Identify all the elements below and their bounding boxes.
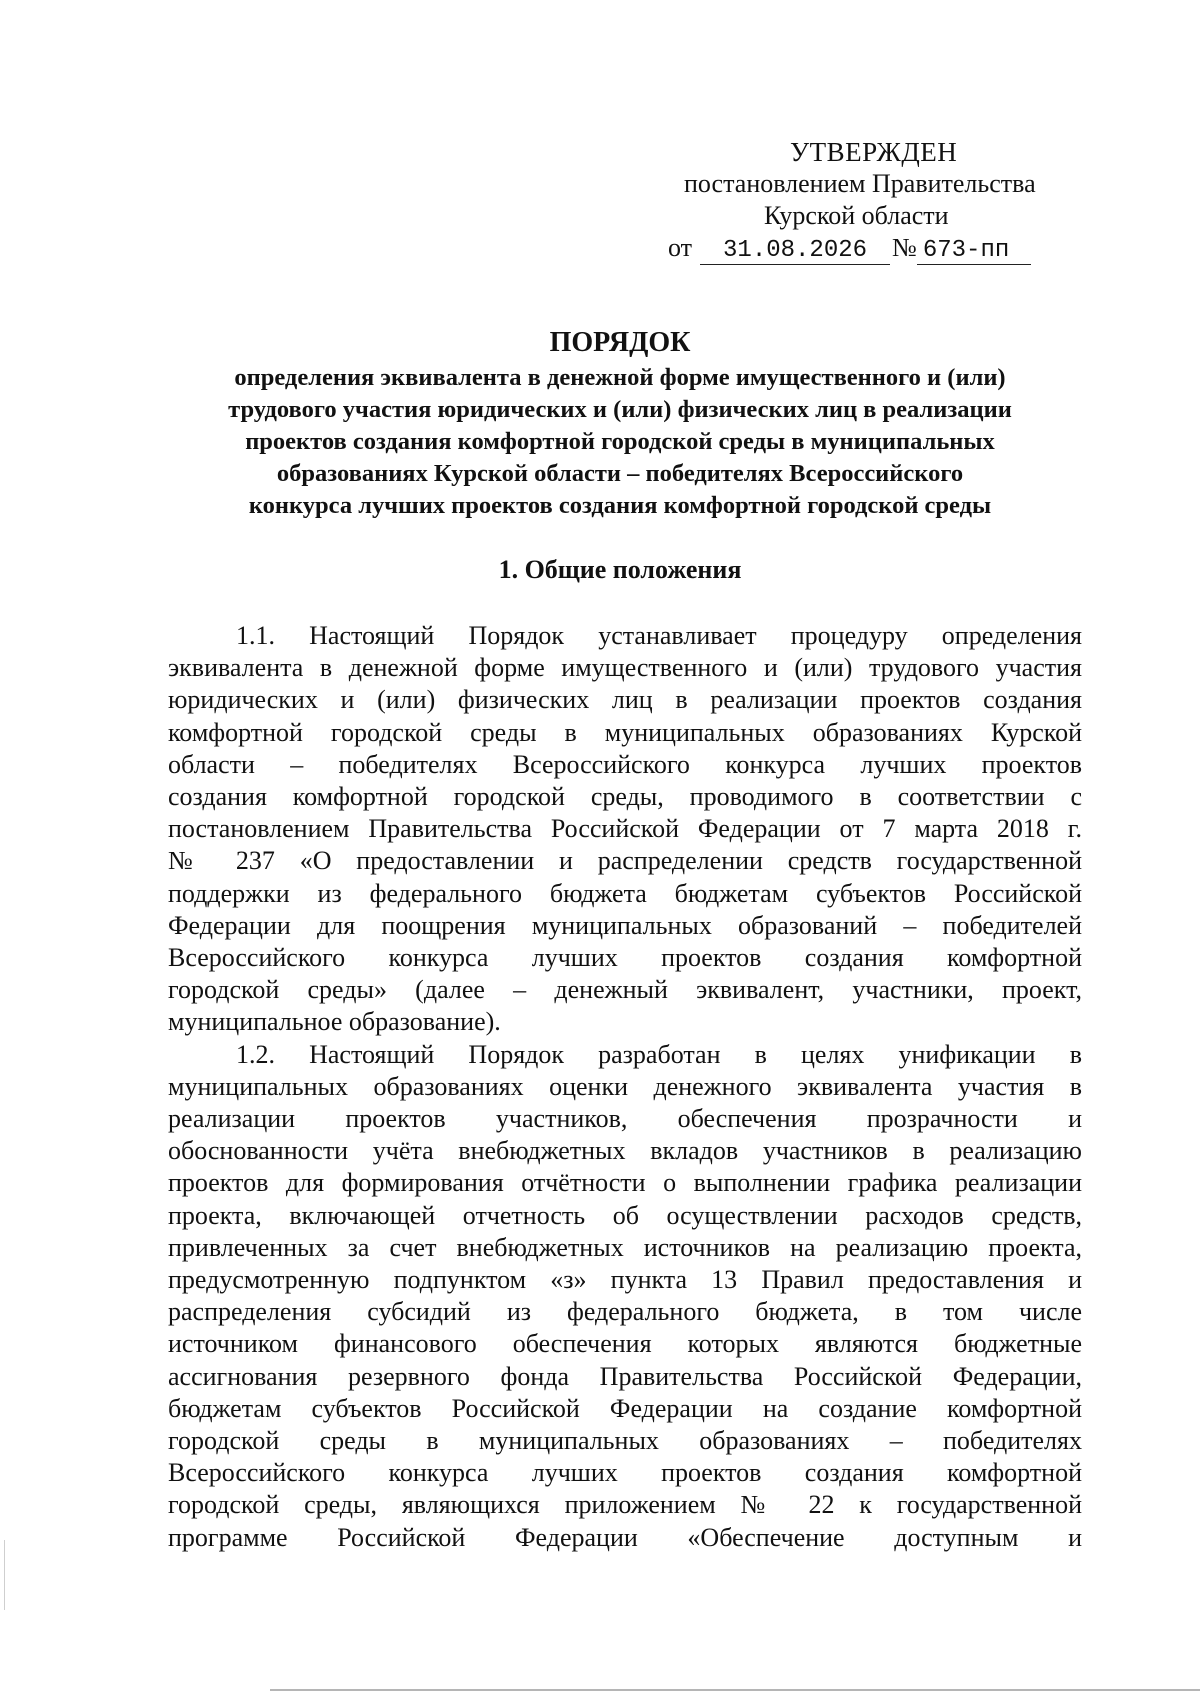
approval-number: 673-пп	[917, 238, 1031, 265]
approval-title: УТВЕРЖДЕН	[790, 137, 958, 167]
paragraph-line: городской среды, являющихся приложением № 22 к государственной	[168, 1490, 1082, 1520]
paragraph-line: юридических и (или) физических лиц в реализации проектов создания	[168, 685, 1082, 715]
paragraph-1-2	[168, 1039, 1082, 1554]
paragraph-line: 1.2. Настоящий Порядок разработан в целях унификации в	[236, 1039, 1082, 1069]
approval-date-line	[668, 232, 1080, 265]
approval-stamp	[640, 136, 1080, 265]
subtitle-line: проектов создания комфортной городской среды в муниципальных	[245, 428, 995, 455]
approval-date-prefix: от	[668, 233, 693, 262]
paragraph-line: проекта, включающей отчетность об осуществлении расходов средств,	[168, 1200, 1082, 1230]
paragraph-line: 1.1. Настоящий Порядок устанавливает процедуру определения	[236, 621, 1082, 650]
approval-date: 31.08.2026	[700, 238, 890, 265]
paragraph-line: поддержки из федерального бюджета бюджетам субъектов Российской	[168, 878, 1082, 908]
paragraph-line: постановлением Правительства Российской Федерации от 7 марта 2018 г.	[168, 814, 1082, 844]
approval-authority: постановлением Правительства	[684, 169, 1036, 198]
subtitle-line: определения эквивалента в денежной форме имущественного и (или)	[234, 364, 1006, 391]
approval-number-prefix: №	[892, 233, 917, 262]
paragraph-line: Федерации для поощрения муниципальных образований – победителей	[168, 910, 1082, 940]
paragraph-line: программе Российской Федерации «Обеспечение доступным и	[168, 1522, 1082, 1552]
paragraph-line: городской среды в муниципальных образованиях – победителях	[168, 1426, 1082, 1456]
paragraph-line: привлеченных за счет внебюджетных источников на реализацию проекта,	[168, 1232, 1082, 1262]
paragraph-line: распределения субсидий из федерального бюджета, в том числе	[168, 1297, 1082, 1327]
paragraph-1-1	[168, 620, 1082, 1039]
subtitle-line: конкурса лучших проектов создания комфортной городской среды	[248, 492, 992, 519]
subtitle-line: трудового участия юридических и (или) физических лиц в реализации	[228, 396, 1012, 423]
paragraph-line: эквивалента в денежной форме имущественного и (или) трудового участия	[168, 653, 1082, 683]
paragraph-line: предусмотренную подпунктом «з» пункта 13 Правил предоставления и	[168, 1265, 1082, 1295]
paragraph-line: комфортной городской среды в муниципальных образованиях Курской	[168, 717, 1082, 747]
paragraph-line: источником финансового обеспечения которых являются бюджетные	[168, 1329, 1082, 1359]
paragraph-line: реализации проектов участников, обеспечения прозрачности и	[168, 1104, 1082, 1134]
document-subtitle	[140, 362, 1100, 522]
scan-artifact-edge	[4, 1540, 5, 1610]
paragraph-line: Всероссийского конкурса лучших проектов создания комфортной	[168, 943, 1082, 973]
document-title: ПОРЯДОК	[549, 327, 691, 358]
paragraph-line: № 237 «О предоставлении и распределении средств государственной	[168, 846, 1082, 876]
paragraph-line: обоснованности учёта внебюджетных вкладов участников в реализацию	[168, 1136, 1082, 1166]
paragraph-line: проектов для формирования отчётности о выполнении графика реализации	[168, 1168, 1082, 1198]
body-text	[168, 620, 1082, 1554]
paragraph-line: ассигнования резервного фонда Правительства Российской Федерации,	[168, 1361, 1082, 1391]
paragraph-line: бюджетам субъектов Российской Федерации на создание комфортной	[168, 1393, 1082, 1423]
paragraph-line: муниципальное образование).	[168, 1007, 501, 1037]
approval-region: Курской области	[764, 201, 949, 230]
paragraph-line: области – победителях Всероссийского конкурса лучших проектов	[168, 749, 1082, 779]
paragraph-line: муниципальных образованиях оценки денежного эквивалента участия в	[168, 1071, 1082, 1101]
subtitle-line: образованиях Курской области – победителях Всероссийского	[276, 460, 964, 487]
paragraph-line: создания комфортной городской среды, проводимого в соответствии с	[168, 782, 1082, 812]
paragraph-line: Всероссийского конкурса лучших проектов создания комфортной	[168, 1458, 1082, 1488]
paragraph-line: городской среды» (далее – денежный эквивалент, участники, проект,	[168, 975, 1082, 1005]
section-heading: 1. Общие положения	[498, 555, 742, 584]
scan-artifact-line	[270, 1689, 1200, 1691]
